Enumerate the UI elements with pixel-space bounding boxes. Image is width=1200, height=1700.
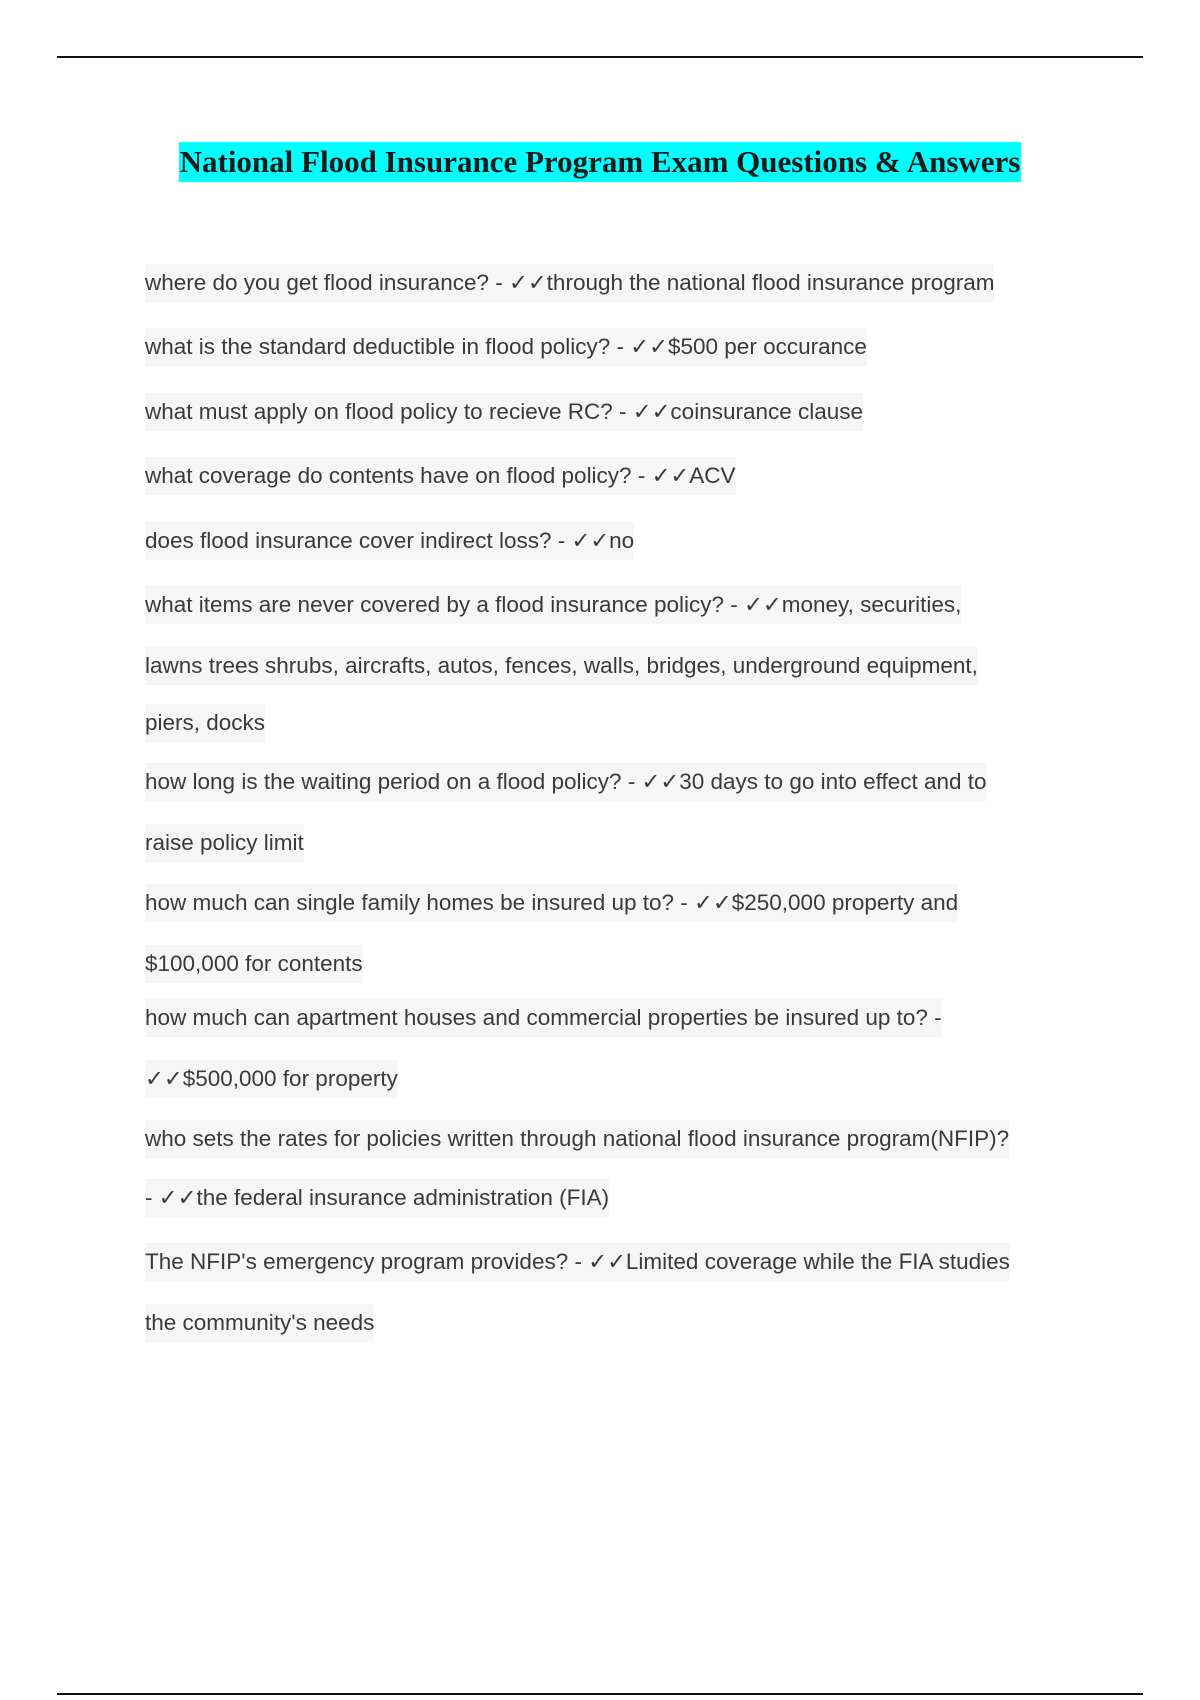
qa-item-7-cont-1 xyxy=(145,824,1105,862)
qa-line: what coverage do contents have on flood policy? - ✓✓ACV xyxy=(145,457,736,495)
document-title: National Flood Insurance Program Exam Questions & Answers xyxy=(179,142,1022,182)
qa-item-8 xyxy=(145,884,1105,922)
footer-rule xyxy=(57,1693,1143,1695)
qa-line: what items are never covered by a flood insurance policy? - ✓✓money, securities, xyxy=(145,586,961,624)
qa-item-4 xyxy=(145,457,1105,495)
qa-line: who sets the rates for policies written through national flood insurance program(NFIP)? xyxy=(145,1120,1009,1158)
qa-line: what must apply on flood policy to recieve RC? - ✓✓coinsurance clause xyxy=(145,393,863,431)
qa-item-6-cont-2 xyxy=(145,704,1105,742)
title-container xyxy=(0,142,1200,182)
qa-line: how much can single family homes be insured up to? - ✓✓$250,000 property and xyxy=(145,884,958,922)
qa-line: how much can apartment houses and commercial properties be insured up to? - xyxy=(145,999,942,1037)
qa-line: lawns trees shrubs, aircrafts, autos, fences, walls, bridges, underground equipment, xyxy=(145,647,978,685)
qa-item-6-cont-1 xyxy=(145,647,1105,685)
qa-item-2 xyxy=(145,328,1105,366)
qa-item-10 xyxy=(145,1120,1105,1158)
qa-line: piers, docks xyxy=(145,704,265,742)
qa-line: what is the standard deductible in flood policy? - ✓✓$500 per occurance xyxy=(145,328,867,366)
qa-item-11-cont-1 xyxy=(145,1304,1105,1342)
qa-item-11 xyxy=(145,1243,1105,1281)
qa-line: does flood insurance cover indirect loss? - ✓✓no xyxy=(145,522,634,560)
qa-item-10-cont-1 xyxy=(145,1179,1105,1217)
qa-item-3 xyxy=(145,393,1105,431)
header-rule xyxy=(57,56,1143,58)
qa-item-9 xyxy=(145,999,1105,1037)
qa-line: the community's needs xyxy=(145,1304,374,1342)
qa-item-5 xyxy=(145,522,1105,560)
qa-item-7 xyxy=(145,763,1105,801)
qa-line: $100,000 for contents xyxy=(145,945,363,983)
qa-item-8-cont-1 xyxy=(145,945,1105,983)
qa-line: - ✓✓the federal insurance administration (FIA) xyxy=(145,1179,609,1217)
qa-line: The NFIP's emergency program provides? - ✓✓Limited coverage while the FIA studies xyxy=(145,1243,1010,1281)
qa-line: where do you get flood insurance? - ✓✓through the national flood insurance program xyxy=(145,264,994,302)
qa-item-9-cont-1 xyxy=(145,1060,1105,1098)
qa-item-1 xyxy=(145,264,1105,302)
qa-line: raise policy limit xyxy=(145,824,304,862)
qa-line: how long is the waiting period on a flood policy? - ✓✓30 days to go into effect and to xyxy=(145,763,987,801)
qa-line: ✓✓$500,000 for property xyxy=(145,1060,398,1098)
qa-item-6 xyxy=(145,586,1105,624)
